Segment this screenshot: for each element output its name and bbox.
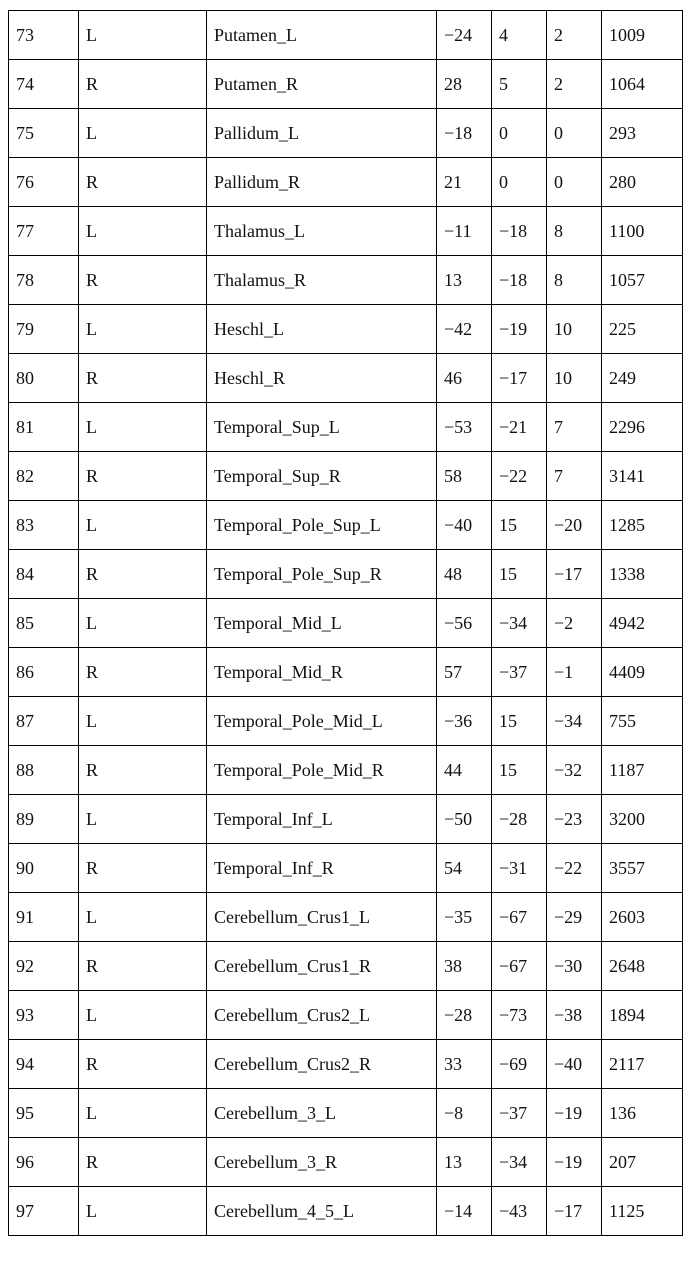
voxel-count-cell: 207	[602, 1138, 683, 1187]
region-name-cell: Temporal_Mid_L	[207, 599, 437, 648]
z-coordinate-cell: −30	[547, 942, 602, 991]
table-row	[9, 452, 683, 501]
y-coordinate-cell: −37	[492, 648, 547, 697]
voxel-count-cell: 293	[602, 109, 683, 158]
region-name-cell: Cerebellum_4_5_L	[207, 1187, 437, 1236]
y-coordinate-cell: −22	[492, 452, 547, 501]
region-index-cell: 82	[9, 452, 79, 501]
hemisphere-cell: L	[79, 207, 207, 256]
voxel-count-cell: 3557	[602, 844, 683, 893]
x-coordinate-cell: 33	[437, 1040, 492, 1089]
voxel-count-cell: 3141	[602, 452, 683, 501]
x-coordinate-cell: −53	[437, 403, 492, 452]
z-coordinate-cell: −22	[547, 844, 602, 893]
x-coordinate-cell: 13	[437, 256, 492, 305]
z-coordinate-cell: −19	[547, 1089, 602, 1138]
table-row	[9, 1187, 683, 1236]
z-coordinate-cell: −34	[547, 697, 602, 746]
voxel-count-cell: 4409	[602, 648, 683, 697]
region-index-cell: 94	[9, 1040, 79, 1089]
y-coordinate-cell: 15	[492, 501, 547, 550]
region-index-cell: 85	[9, 599, 79, 648]
z-coordinate-cell: 2	[547, 60, 602, 109]
region-name-cell: Temporal_Pole_Sup_R	[207, 550, 437, 599]
table-row	[9, 942, 683, 991]
region-index-cell: 96	[9, 1138, 79, 1187]
y-coordinate-cell: 0	[492, 109, 547, 158]
x-coordinate-cell: −42	[437, 305, 492, 354]
x-coordinate-cell: 58	[437, 452, 492, 501]
region-name-cell: Heschl_R	[207, 354, 437, 403]
hemisphere-cell: R	[79, 1138, 207, 1187]
voxel-count-cell: 4942	[602, 599, 683, 648]
region-index-cell: 73	[9, 11, 79, 60]
x-coordinate-cell: 46	[437, 354, 492, 403]
z-coordinate-cell: 2	[547, 11, 602, 60]
region-name-cell: Temporal_Pole_Sup_L	[207, 501, 437, 550]
y-coordinate-cell: −31	[492, 844, 547, 893]
region-index-cell: 93	[9, 991, 79, 1040]
y-coordinate-cell: −18	[492, 256, 547, 305]
table-row	[9, 403, 683, 452]
x-coordinate-cell: 13	[437, 1138, 492, 1187]
brain-region-table	[8, 10, 683, 1236]
y-coordinate-cell: −18	[492, 207, 547, 256]
region-name-cell: Temporal_Sup_L	[207, 403, 437, 452]
voxel-count-cell: 755	[602, 697, 683, 746]
region-index-cell: 87	[9, 697, 79, 746]
region-name-cell: Thalamus_L	[207, 207, 437, 256]
table-row	[9, 795, 683, 844]
z-coordinate-cell: −2	[547, 599, 602, 648]
hemisphere-cell: R	[79, 844, 207, 893]
region-name-cell: Putamen_L	[207, 11, 437, 60]
z-coordinate-cell: −29	[547, 893, 602, 942]
y-coordinate-cell: −34	[492, 599, 547, 648]
z-coordinate-cell: −23	[547, 795, 602, 844]
voxel-count-cell: 1064	[602, 60, 683, 109]
voxel-count-cell: 1125	[602, 1187, 683, 1236]
x-coordinate-cell: −18	[437, 109, 492, 158]
region-name-cell: Cerebellum_Crus1_R	[207, 942, 437, 991]
hemisphere-cell: L	[79, 109, 207, 158]
region-name-cell: Temporal_Pole_Mid_L	[207, 697, 437, 746]
voxel-count-cell: 3200	[602, 795, 683, 844]
table-row	[9, 501, 683, 550]
x-coordinate-cell: 28	[437, 60, 492, 109]
y-coordinate-cell: −34	[492, 1138, 547, 1187]
voxel-count-cell: 249	[602, 354, 683, 403]
region-name-cell: Cerebellum_Crus1_L	[207, 893, 437, 942]
y-coordinate-cell: −67	[492, 893, 547, 942]
z-coordinate-cell: −20	[547, 501, 602, 550]
y-coordinate-cell: 15	[492, 697, 547, 746]
region-index-cell: 78	[9, 256, 79, 305]
region-index-cell: 88	[9, 746, 79, 795]
table-body	[9, 11, 683, 1236]
region-name-cell: Cerebellum_3_L	[207, 1089, 437, 1138]
hemisphere-cell: R	[79, 942, 207, 991]
hemisphere-cell: R	[79, 746, 207, 795]
table-row	[9, 256, 683, 305]
region-name-cell: Temporal_Sup_R	[207, 452, 437, 501]
hemisphere-cell: L	[79, 1089, 207, 1138]
voxel-count-cell: 280	[602, 158, 683, 207]
x-coordinate-cell: −56	[437, 599, 492, 648]
x-coordinate-cell: 44	[437, 746, 492, 795]
hemisphere-cell: L	[79, 697, 207, 746]
y-coordinate-cell: 15	[492, 550, 547, 599]
region-index-cell: 91	[9, 893, 79, 942]
y-coordinate-cell: 5	[492, 60, 547, 109]
region-name-cell: Temporal_Pole_Mid_R	[207, 746, 437, 795]
hemisphere-cell: R	[79, 354, 207, 403]
region-name-cell: Heschl_L	[207, 305, 437, 354]
region-name-cell: Pallidum_R	[207, 158, 437, 207]
hemisphere-cell: R	[79, 158, 207, 207]
hemisphere-cell: L	[79, 403, 207, 452]
x-coordinate-cell: −36	[437, 697, 492, 746]
y-coordinate-cell: −19	[492, 305, 547, 354]
z-coordinate-cell: −32	[547, 746, 602, 795]
z-coordinate-cell: 7	[547, 452, 602, 501]
x-coordinate-cell: −8	[437, 1089, 492, 1138]
x-coordinate-cell: −50	[437, 795, 492, 844]
x-coordinate-cell: −28	[437, 991, 492, 1040]
hemisphere-cell: L	[79, 11, 207, 60]
hemisphere-cell: L	[79, 795, 207, 844]
x-coordinate-cell: −35	[437, 893, 492, 942]
region-index-cell: 84	[9, 550, 79, 599]
z-coordinate-cell: −19	[547, 1138, 602, 1187]
table-row	[9, 207, 683, 256]
y-coordinate-cell: −28	[492, 795, 547, 844]
table-row	[9, 991, 683, 1040]
hemisphere-cell: R	[79, 1040, 207, 1089]
y-coordinate-cell: 0	[492, 158, 547, 207]
region-index-cell: 92	[9, 942, 79, 991]
hemisphere-cell: R	[79, 550, 207, 599]
voxel-count-cell: 1338	[602, 550, 683, 599]
voxel-count-cell: 1009	[602, 11, 683, 60]
voxel-count-cell: 1894	[602, 991, 683, 1040]
x-coordinate-cell: 38	[437, 942, 492, 991]
region-name-cell: Cerebellum_Crus2_L	[207, 991, 437, 1040]
table-row	[9, 1138, 683, 1187]
voxel-count-cell: 2296	[602, 403, 683, 452]
z-coordinate-cell: 7	[547, 403, 602, 452]
hemisphere-cell: L	[79, 599, 207, 648]
voxel-count-cell: 1285	[602, 501, 683, 550]
z-coordinate-cell: 0	[547, 158, 602, 207]
z-coordinate-cell: −17	[547, 550, 602, 599]
region-index-cell: 76	[9, 158, 79, 207]
z-coordinate-cell: 8	[547, 256, 602, 305]
table-row	[9, 893, 683, 942]
hemisphere-cell: L	[79, 1187, 207, 1236]
voxel-count-cell: 1100	[602, 207, 683, 256]
voxel-count-cell: 2648	[602, 942, 683, 991]
y-coordinate-cell: −43	[492, 1187, 547, 1236]
voxel-count-cell: 1057	[602, 256, 683, 305]
region-index-cell: 81	[9, 403, 79, 452]
table-row	[9, 11, 683, 60]
z-coordinate-cell: 8	[547, 207, 602, 256]
y-coordinate-cell: 15	[492, 746, 547, 795]
region-name-cell: Temporal_Inf_L	[207, 795, 437, 844]
z-coordinate-cell: −40	[547, 1040, 602, 1089]
y-coordinate-cell: −69	[492, 1040, 547, 1089]
y-coordinate-cell: −21	[492, 403, 547, 452]
table-row	[9, 109, 683, 158]
hemisphere-cell: L	[79, 501, 207, 550]
region-index-cell: 86	[9, 648, 79, 697]
region-name-cell: Cerebellum_3_R	[207, 1138, 437, 1187]
x-coordinate-cell: 54	[437, 844, 492, 893]
region-index-cell: 95	[9, 1089, 79, 1138]
x-coordinate-cell: −40	[437, 501, 492, 550]
region-name-cell: Pallidum_L	[207, 109, 437, 158]
hemisphere-cell: L	[79, 893, 207, 942]
hemisphere-cell: R	[79, 648, 207, 697]
table-row	[9, 1089, 683, 1138]
hemisphere-cell: R	[79, 60, 207, 109]
region-index-cell: 79	[9, 305, 79, 354]
table-row	[9, 648, 683, 697]
region-index-cell: 97	[9, 1187, 79, 1236]
table-row	[9, 1040, 683, 1089]
region-name-cell: Temporal_Mid_R	[207, 648, 437, 697]
table-row	[9, 305, 683, 354]
table-row	[9, 158, 683, 207]
y-coordinate-cell: −73	[492, 991, 547, 1040]
table-row	[9, 550, 683, 599]
z-coordinate-cell: 10	[547, 305, 602, 354]
y-coordinate-cell: −17	[492, 354, 547, 403]
region-index-cell: 75	[9, 109, 79, 158]
region-index-cell: 80	[9, 354, 79, 403]
x-coordinate-cell: 48	[437, 550, 492, 599]
region-name-cell: Temporal_Inf_R	[207, 844, 437, 893]
z-coordinate-cell: 0	[547, 109, 602, 158]
voxel-count-cell: 136	[602, 1089, 683, 1138]
z-coordinate-cell: −1	[547, 648, 602, 697]
y-coordinate-cell: −67	[492, 942, 547, 991]
y-coordinate-cell: 4	[492, 11, 547, 60]
hemisphere-cell: R	[79, 452, 207, 501]
x-coordinate-cell: −24	[437, 11, 492, 60]
region-index-cell: 89	[9, 795, 79, 844]
table-row	[9, 354, 683, 403]
table-row	[9, 844, 683, 893]
x-coordinate-cell: 57	[437, 648, 492, 697]
z-coordinate-cell: 10	[547, 354, 602, 403]
region-name-cell: Cerebellum_Crus2_R	[207, 1040, 437, 1089]
table-row	[9, 697, 683, 746]
region-index-cell: 90	[9, 844, 79, 893]
voxel-count-cell: 1187	[602, 746, 683, 795]
x-coordinate-cell: −11	[437, 207, 492, 256]
z-coordinate-cell: −17	[547, 1187, 602, 1236]
region-name-cell: Putamen_R	[207, 60, 437, 109]
y-coordinate-cell: −37	[492, 1089, 547, 1138]
table-row	[9, 60, 683, 109]
region-index-cell: 83	[9, 501, 79, 550]
voxel-count-cell: 2117	[602, 1040, 683, 1089]
table-row	[9, 746, 683, 795]
x-coordinate-cell: −14	[437, 1187, 492, 1236]
x-coordinate-cell: 21	[437, 158, 492, 207]
hemisphere-cell: L	[79, 305, 207, 354]
region-index-cell: 74	[9, 60, 79, 109]
hemisphere-cell: L	[79, 991, 207, 1040]
voxel-count-cell: 225	[602, 305, 683, 354]
region-name-cell: Thalamus_R	[207, 256, 437, 305]
table-row	[9, 599, 683, 648]
hemisphere-cell: R	[79, 256, 207, 305]
z-coordinate-cell: −38	[547, 991, 602, 1040]
region-index-cell: 77	[9, 207, 79, 256]
voxel-count-cell: 2603	[602, 893, 683, 942]
